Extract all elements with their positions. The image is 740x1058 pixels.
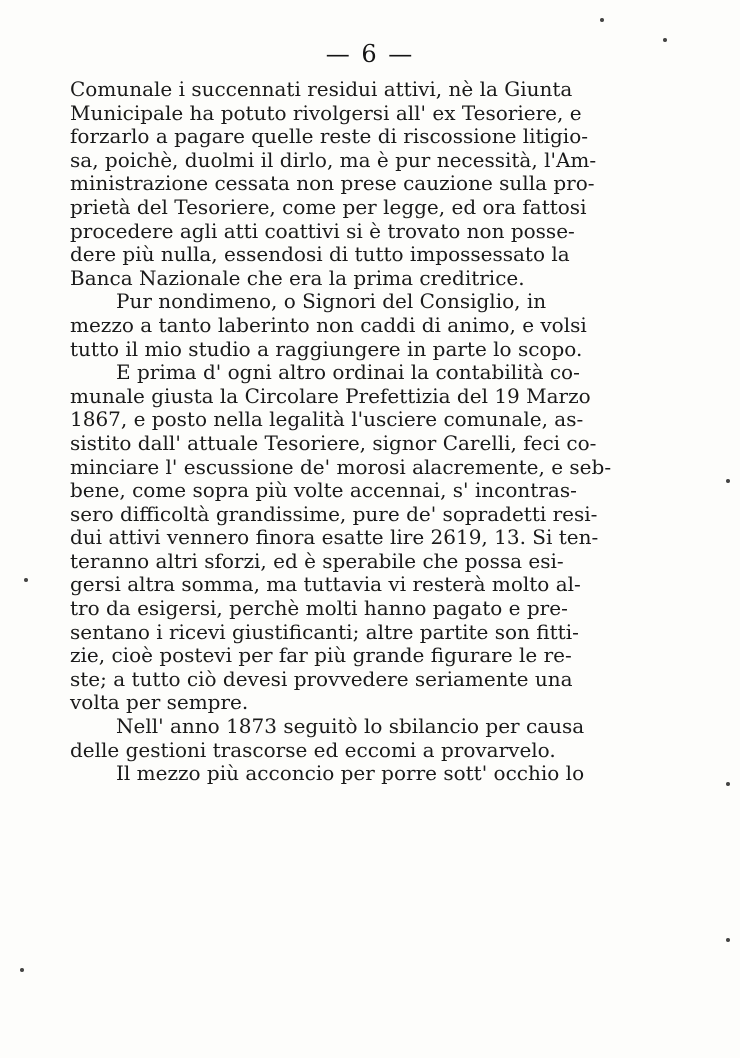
text-line: sentano i ricevi giustificanti; altre partite son fitti- — [70, 619, 579, 644]
text-line: dui attivi vennero finora esatte lire 2619, 13. Si ten- — [70, 525, 599, 550]
text-line: Nell' anno 1873 seguitò lo sbilancio per causa — [116, 714, 585, 739]
body-text — [70, 78, 700, 786]
text-line: tro da esigersi, perchè molti hanno pagato e pre- — [70, 596, 568, 621]
text-line: forzarlo a pagare quelle reste di riscossione litigio- — [70, 124, 588, 149]
speck — [726, 479, 730, 483]
text-line: prietà del Tesoriere, come per legge, ed ora fattosi — [70, 194, 587, 219]
text-line: Municipale ha potuto rivolgersi all' ex Tesoriere, e — [70, 100, 582, 125]
text-line: mezzo a tanto laberinto non caddi di animo, e volsi — [70, 312, 587, 337]
text-line: E prima d' ogni altro ordinai la contabilità co- — [116, 360, 580, 385]
text-line: Il mezzo più acconcio per porre sott' occhio lo — [116, 761, 585, 786]
speck — [663, 38, 667, 42]
text-line: dere più nulla, essendosi di tutto impossessato la — [70, 242, 570, 267]
speck — [600, 18, 604, 22]
text-line: Comunale i succennati residui attivi, nè la Giunta — [70, 77, 573, 101]
text-line: minciare l' escussione de' morosi alacremente, e seb- — [70, 454, 612, 479]
page-number: — 6 — — [325, 40, 415, 68]
text-line: volta per sempre. — [70, 690, 249, 715]
text-line: sistito dall' attuale Tesoriere, signor Carelli, feci co- — [70, 430, 597, 455]
text-line: Pur nondimeno, o Signori del Consiglio, in — [116, 289, 547, 314]
speck — [726, 782, 730, 786]
text-line: sero difficoltà grandissime, pure de' sopradetti resi- — [70, 501, 598, 526]
text-line: tutto il mio studio a raggiungere in parte lo scopo. — [70, 336, 583, 361]
text-line: ste; a tutto ciò devesi provvedere seriamente una — [70, 666, 573, 691]
text-line: delle gestioni trascorse ed eccomi a provarvelo. — [70, 737, 556, 762]
text-line: munale giusta la Circolare Prefettizia del 19 Marzo — [70, 383, 591, 408]
text-line: sa, poichè, duolmi il dirlo, ma è pur necessità, l'Am- — [70, 147, 597, 172]
text-line: zie, cioè postevi per far più grande figurare le re- — [70, 643, 572, 668]
text-line: bene, come sopra più volte accennai, s' incontras- — [70, 478, 577, 503]
text-line: 1867, e posto nella legalità l'usciere comunale, as- — [70, 407, 584, 432]
speck — [20, 968, 24, 972]
text-line: gersi altra somma, ma tuttavia vi resterà molto al- — [70, 572, 581, 597]
text-line: teranno altri sforzi, ed è sperabile che possa esi- — [70, 548, 564, 573]
text-line: procedere agli atti coattivi si è trovato non posse- — [70, 218, 575, 243]
speck — [726, 938, 730, 942]
speck — [24, 578, 28, 582]
text-line: Banca Nazionale che era la prima creditrice. — [70, 265, 525, 290]
text-line: ministrazione cessata non prese cauzione sulla pro- — [70, 171, 595, 196]
